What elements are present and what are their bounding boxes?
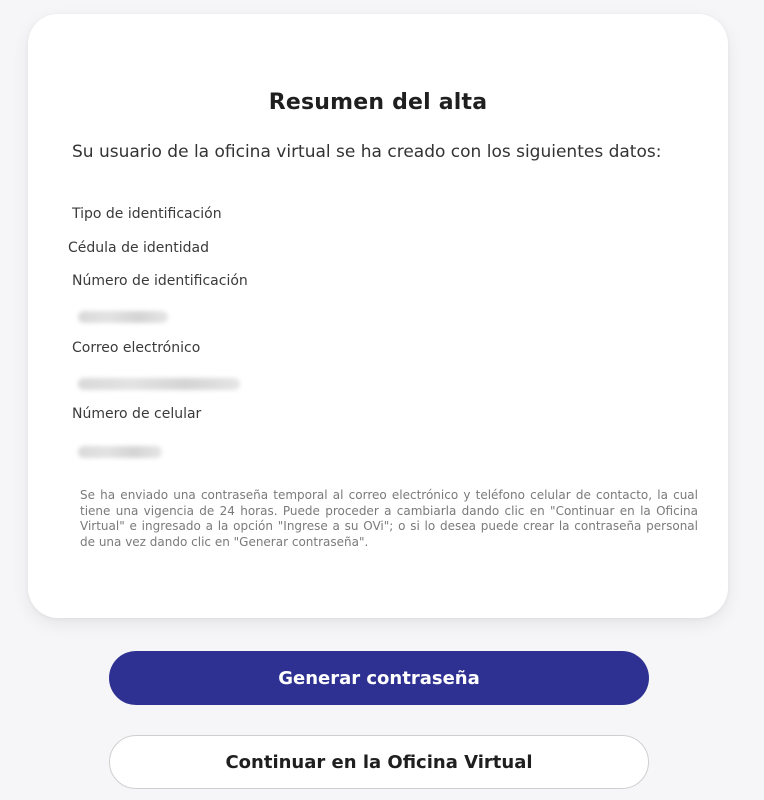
id-type-label: Tipo de identificación (72, 206, 222, 222)
continue-virtual-office-button[interactable] (109, 735, 649, 789)
id-number-label: Número de identificación (72, 273, 248, 289)
generate-password-button[interactable] (109, 651, 649, 705)
continue-virtual-office-label: Continuar en la Oficina Virtual (225, 751, 533, 773)
generate-password-label: Generar contraseña (278, 667, 480, 689)
page-title: Resumen del alta (268, 90, 488, 115)
intro-text: Su usuario de la oficina virtual se ha creado con los siguientes datos: (72, 142, 662, 162)
phone-label: Número de celular (72, 406, 202, 422)
email-value-redacted (78, 378, 240, 390)
id-number-value-redacted (78, 311, 168, 323)
id-type-value: Cédula de identidad (68, 240, 210, 256)
email-label: Correo electrónico (72, 340, 201, 356)
phone-value-redacted (78, 446, 162, 458)
notice-text: Se ha enviado una contraseña temporal al correo electrónico y teléfono celular de contacto, la cual tiene una vigencia de 24 horas. Puede proceder a cambiarla dando clic en "Continuar en la Oficina Virtual" e ingresado a la opción "Ingrese a su OVi"; o si lo desea puede crear la contraseña personal de una vez dando clic en "Generar contraseña". (80, 488, 698, 549)
